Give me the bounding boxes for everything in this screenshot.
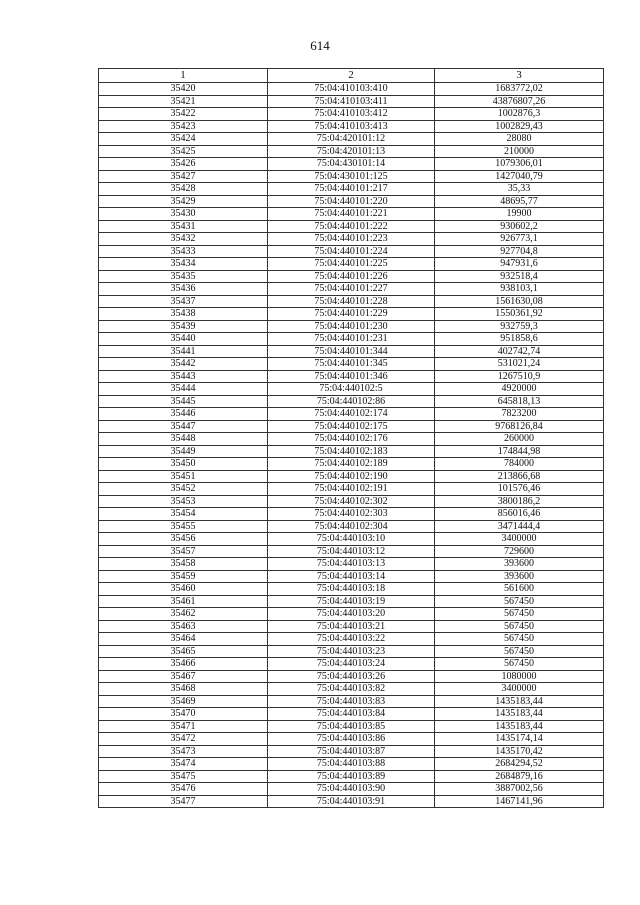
cadastral-number-cell: 75:04:440103:89 bbox=[268, 770, 435, 783]
value-cell: 1561630,08 bbox=[435, 295, 604, 308]
table-row bbox=[99, 295, 604, 308]
table-row bbox=[99, 520, 604, 533]
value-cell: 938103,1 bbox=[435, 283, 604, 296]
row-number-cell: 35438 bbox=[99, 308, 268, 321]
table-row bbox=[99, 595, 604, 608]
row-number-cell: 35456 bbox=[99, 533, 268, 546]
row-number-cell: 35436 bbox=[99, 283, 268, 296]
row-number-cell: 35469 bbox=[99, 695, 268, 708]
value-cell: 43876807,26 bbox=[435, 95, 604, 108]
table-row bbox=[99, 545, 604, 558]
value-cell: 567450 bbox=[435, 595, 604, 608]
value-cell: 1002876,3 bbox=[435, 108, 604, 121]
table-row bbox=[99, 633, 604, 646]
cadastral-number-cell: 75:04:440103:10 bbox=[268, 533, 435, 546]
value-cell: 3887002,56 bbox=[435, 783, 604, 796]
row-number-cell: 35443 bbox=[99, 370, 268, 383]
table-row bbox=[99, 370, 604, 383]
value-cell: 927704,8 bbox=[435, 245, 604, 258]
cadastral-number-cell: 75:04:440103:82 bbox=[268, 683, 435, 696]
page-number: 614 bbox=[310, 38, 330, 53]
value-cell: 951858,6 bbox=[435, 333, 604, 346]
cadastral-number-cell: 75:04:440102:302 bbox=[268, 495, 435, 508]
row-number-cell: 35453 bbox=[99, 495, 268, 508]
cadastral-number-cell: 75:04:440101:226 bbox=[268, 270, 435, 283]
cadastral-number-cell: 75:04:440101:229 bbox=[268, 308, 435, 321]
row-number-cell: 35434 bbox=[99, 258, 268, 271]
value-cell: 561600 bbox=[435, 583, 604, 596]
value-cell: 260000 bbox=[435, 433, 604, 446]
table-row bbox=[99, 558, 604, 571]
table-row bbox=[99, 283, 604, 296]
row-number-cell: 35449 bbox=[99, 445, 268, 458]
table-row bbox=[99, 270, 604, 283]
cadastral-number-cell: 75:04:440102:189 bbox=[268, 458, 435, 471]
cadastral-number-cell: 75:04:410103:411 bbox=[268, 95, 435, 108]
cadastral-number-cell: 75:04:440103:18 bbox=[268, 583, 435, 596]
cadastral-number-cell: 75:04:410103:413 bbox=[268, 120, 435, 133]
value-cell: 567450 bbox=[435, 633, 604, 646]
cadastral-number-cell: 75:04:440103:90 bbox=[268, 783, 435, 796]
cadastral-number-cell: 75:04:440103:26 bbox=[268, 670, 435, 683]
row-number-cell: 35447 bbox=[99, 420, 268, 433]
value-cell: 393600 bbox=[435, 570, 604, 583]
value-cell: 1550361,92 bbox=[435, 308, 604, 321]
row-number-cell: 35437 bbox=[99, 295, 268, 308]
row-number-cell: 35477 bbox=[99, 795, 268, 808]
row-number-cell: 35446 bbox=[99, 408, 268, 421]
value-cell: 645818,13 bbox=[435, 395, 604, 408]
value-cell: 947931,6 bbox=[435, 258, 604, 271]
row-number-cell: 35428 bbox=[99, 183, 268, 196]
cadastral-number-cell: 75:04:440103:23 bbox=[268, 645, 435, 658]
value-cell: 784000 bbox=[435, 458, 604, 471]
data-table bbox=[98, 68, 604, 808]
value-cell: 1002829,43 bbox=[435, 120, 604, 133]
row-number-cell: 35442 bbox=[99, 358, 268, 371]
value-cell: 1080000 bbox=[435, 670, 604, 683]
row-number-cell: 35423 bbox=[99, 120, 268, 133]
row-number-cell: 35452 bbox=[99, 483, 268, 496]
table-row bbox=[99, 358, 604, 371]
row-number-cell: 35450 bbox=[99, 458, 268, 471]
table-row bbox=[99, 570, 604, 583]
row-number-cell: 35427 bbox=[99, 170, 268, 183]
cadastral-number-cell: 75:04:440101:217 bbox=[268, 183, 435, 196]
table-row bbox=[99, 495, 604, 508]
cadastral-number-cell: 75:04:440101:225 bbox=[268, 258, 435, 271]
row-number-cell: 35432 bbox=[99, 233, 268, 246]
table-row bbox=[99, 670, 604, 683]
value-cell: 930602,2 bbox=[435, 220, 604, 233]
row-number-cell: 35440 bbox=[99, 333, 268, 346]
row-number-cell: 35463 bbox=[99, 620, 268, 633]
row-number-cell: 35420 bbox=[99, 83, 268, 96]
row-number-cell: 35448 bbox=[99, 433, 268, 446]
table-row bbox=[99, 183, 604, 196]
table-row bbox=[99, 83, 604, 96]
table-row bbox=[99, 695, 604, 708]
cadastral-number-cell: 75:04:440102:175 bbox=[268, 420, 435, 433]
cadastral-number-cell: 75:04:440103:22 bbox=[268, 633, 435, 646]
row-number-cell: 35429 bbox=[99, 195, 268, 208]
cadastral-number-cell: 75:04:440102:176 bbox=[268, 433, 435, 446]
row-number-cell: 35439 bbox=[99, 320, 268, 333]
value-cell: 856016,46 bbox=[435, 508, 604, 521]
row-number-cell: 35475 bbox=[99, 770, 268, 783]
cadastral-number-cell: 75:04:440103:12 bbox=[268, 545, 435, 558]
cadastral-number-cell: 75:04:440101:345 bbox=[268, 358, 435, 371]
cadastral-number-cell: 75:04:440103:20 bbox=[268, 608, 435, 621]
cadastral-number-cell: 75:04:440101:228 bbox=[268, 295, 435, 308]
cadastral-number-cell: 75:04:440101:220 bbox=[268, 195, 435, 208]
cadastral-number-cell: 75:04:410103:412 bbox=[268, 108, 435, 121]
table-row bbox=[99, 470, 604, 483]
cadastral-number-cell: 75:04:440101:221 bbox=[268, 208, 435, 221]
table-row bbox=[99, 408, 604, 421]
table-row bbox=[99, 658, 604, 671]
table-row bbox=[99, 333, 604, 346]
table-row bbox=[99, 308, 604, 321]
table-row bbox=[99, 770, 604, 783]
row-number-cell: 35421 bbox=[99, 95, 268, 108]
value-cell: 567450 bbox=[435, 658, 604, 671]
cadastral-number-cell: 75:04:440101:224 bbox=[268, 245, 435, 258]
value-cell: 1435170,42 bbox=[435, 745, 604, 758]
value-cell: 19900 bbox=[435, 208, 604, 221]
table-row bbox=[99, 620, 604, 633]
value-cell: 1079306,01 bbox=[435, 158, 604, 171]
value-cell: 393600 bbox=[435, 558, 604, 571]
row-number-cell: 35444 bbox=[99, 383, 268, 396]
table-row bbox=[99, 145, 604, 158]
table-row bbox=[99, 170, 604, 183]
cadastral-number-cell: 75:04:440102:191 bbox=[268, 483, 435, 496]
value-cell: 2684294,52 bbox=[435, 758, 604, 771]
cadastral-number-cell: 75:04:440103:83 bbox=[268, 695, 435, 708]
row-number-cell: 35431 bbox=[99, 220, 268, 233]
table-row bbox=[99, 783, 604, 796]
cadastral-number-cell: 75:04:440102:5 bbox=[268, 383, 435, 396]
table-row bbox=[99, 95, 604, 108]
value-cell: 3471444,4 bbox=[435, 520, 604, 533]
row-number-cell: 35458 bbox=[99, 558, 268, 571]
row-number-cell: 35451 bbox=[99, 470, 268, 483]
table-row bbox=[99, 233, 604, 246]
row-number-cell: 35425 bbox=[99, 145, 268, 158]
row-number-cell: 35460 bbox=[99, 583, 268, 596]
table-row bbox=[99, 320, 604, 333]
table-row bbox=[99, 383, 604, 396]
table-row bbox=[99, 533, 604, 546]
value-cell: 2684879,16 bbox=[435, 770, 604, 783]
value-cell: 213866,68 bbox=[435, 470, 604, 483]
value-cell: 4920000 bbox=[435, 383, 604, 396]
row-number-cell: 35430 bbox=[99, 208, 268, 221]
cadastral-number-cell: 75:04:440103:19 bbox=[268, 595, 435, 608]
value-cell: 1435183,44 bbox=[435, 695, 604, 708]
value-cell: 1435183,44 bbox=[435, 708, 604, 721]
cadastral-number-cell: 75:04:440103:13 bbox=[268, 558, 435, 571]
row-number-cell: 35433 bbox=[99, 245, 268, 258]
value-cell: 210000 bbox=[435, 145, 604, 158]
cadastral-number-cell: 75:04:440102:174 bbox=[268, 408, 435, 421]
value-cell: 402742,74 bbox=[435, 345, 604, 358]
row-number-cell: 35465 bbox=[99, 645, 268, 658]
row-number-cell: 35461 bbox=[99, 595, 268, 608]
cadastral-number-cell: 75:04:440103:85 bbox=[268, 720, 435, 733]
column-header-2: 2 bbox=[268, 69, 435, 83]
table-row bbox=[99, 433, 604, 446]
row-number-cell: 35471 bbox=[99, 720, 268, 733]
row-number-cell: 35457 bbox=[99, 545, 268, 558]
table-row bbox=[99, 720, 604, 733]
value-cell: 9768126,84 bbox=[435, 420, 604, 433]
row-number-cell: 35422 bbox=[99, 108, 268, 121]
table-row bbox=[99, 220, 604, 233]
cadastral-number-cell: 75:04:440102:183 bbox=[268, 445, 435, 458]
row-number-cell: 35435 bbox=[99, 270, 268, 283]
cadastral-number-cell: 75:04:440102:303 bbox=[268, 508, 435, 521]
cadastral-number-cell: 75:04:420101:12 bbox=[268, 133, 435, 146]
cadastral-number-cell: 75:04:440103:86 bbox=[268, 733, 435, 746]
value-cell: 48695,77 bbox=[435, 195, 604, 208]
value-cell: 932759,3 bbox=[435, 320, 604, 333]
cadastral-number-cell: 75:04:440101:230 bbox=[268, 320, 435, 333]
value-cell: 729600 bbox=[435, 545, 604, 558]
value-cell: 1267510,9 bbox=[435, 370, 604, 383]
row-number-cell: 35476 bbox=[99, 783, 268, 796]
value-cell: 174844,98 bbox=[435, 445, 604, 458]
row-number-cell: 35424 bbox=[99, 133, 268, 146]
value-cell: 567450 bbox=[435, 645, 604, 658]
row-number-cell: 35472 bbox=[99, 733, 268, 746]
cadastral-number-cell: 75:04:440103:14 bbox=[268, 570, 435, 583]
cadastral-number-cell: 75:04:440101:223 bbox=[268, 233, 435, 246]
row-number-cell: 35468 bbox=[99, 683, 268, 696]
cadastral-number-cell: 75:04:440103:24 bbox=[268, 658, 435, 671]
cadastral-number-cell: 75:04:420101:13 bbox=[268, 145, 435, 158]
cadastral-number-cell: 75:04:430101:14 bbox=[268, 158, 435, 171]
cadastral-number-cell: 75:04:440101:346 bbox=[268, 370, 435, 383]
cadastral-number-cell: 75:04:440102:190 bbox=[268, 470, 435, 483]
value-cell: 932518,4 bbox=[435, 270, 604, 283]
row-number-cell: 35445 bbox=[99, 395, 268, 408]
value-cell: 7823200 bbox=[435, 408, 604, 421]
row-number-cell: 35474 bbox=[99, 758, 268, 771]
value-cell: 1435183,44 bbox=[435, 720, 604, 733]
table-row bbox=[99, 133, 604, 146]
cadastral-number-cell: 75:04:410103:410 bbox=[268, 83, 435, 96]
cadastral-number-cell: 75:04:440103:21 bbox=[268, 620, 435, 633]
table-row bbox=[99, 245, 604, 258]
cadastral-number-cell: 75:04:440103:88 bbox=[268, 758, 435, 771]
table-row bbox=[99, 758, 604, 771]
cadastral-number-cell: 75:04:440101:344 bbox=[268, 345, 435, 358]
value-cell: 926773,1 bbox=[435, 233, 604, 246]
cadastral-number-cell: 75:04:440103:91 bbox=[268, 795, 435, 808]
row-number-cell: 35466 bbox=[99, 658, 268, 671]
table-header-row bbox=[99, 69, 604, 83]
value-cell: 567450 bbox=[435, 608, 604, 621]
table-row bbox=[99, 445, 604, 458]
value-cell: 101576,46 bbox=[435, 483, 604, 496]
value-cell: 1435174,14 bbox=[435, 733, 604, 746]
cadastral-number-cell: 75:04:440103:84 bbox=[268, 708, 435, 721]
value-cell: 1467141,96 bbox=[435, 795, 604, 808]
table-row bbox=[99, 345, 604, 358]
table-row bbox=[99, 708, 604, 721]
row-number-cell: 35426 bbox=[99, 158, 268, 171]
cadastral-number-cell: 75:04:440101:227 bbox=[268, 283, 435, 296]
table-row bbox=[99, 608, 604, 621]
value-cell: 3400000 bbox=[435, 683, 604, 696]
table-row bbox=[99, 795, 604, 808]
table-row bbox=[99, 745, 604, 758]
cadastral-number-cell: 75:04:440101:222 bbox=[268, 220, 435, 233]
table-row bbox=[99, 195, 604, 208]
cadastral-number-cell: 75:04:440101:231 bbox=[268, 333, 435, 346]
value-cell: 1427040,79 bbox=[435, 170, 604, 183]
column-header-1: 1 bbox=[99, 69, 268, 83]
table-row bbox=[99, 420, 604, 433]
value-cell: 567450 bbox=[435, 620, 604, 633]
row-number-cell: 35454 bbox=[99, 508, 268, 521]
value-cell: 531021,24 bbox=[435, 358, 604, 371]
value-cell: 1683772,02 bbox=[435, 83, 604, 96]
table-row bbox=[99, 733, 604, 746]
table-row bbox=[99, 258, 604, 271]
table-row bbox=[99, 158, 604, 171]
cadastral-number-cell: 75:04:440102:304 bbox=[268, 520, 435, 533]
cadastral-number-cell: 75:04:430101:125 bbox=[268, 170, 435, 183]
table-row bbox=[99, 458, 604, 471]
table-row bbox=[99, 508, 604, 521]
table-row bbox=[99, 683, 604, 696]
value-cell: 3800186,2 bbox=[435, 495, 604, 508]
cadastral-number-cell: 75:04:440103:87 bbox=[268, 745, 435, 758]
row-number-cell: 35467 bbox=[99, 670, 268, 683]
row-number-cell: 35470 bbox=[99, 708, 268, 721]
column-header-3: 3 bbox=[435, 69, 604, 83]
table-row bbox=[99, 483, 604, 496]
value-cell: 28080 bbox=[435, 133, 604, 146]
table-row bbox=[99, 645, 604, 658]
value-cell: 35,33 bbox=[435, 183, 604, 196]
value-cell: 3400000 bbox=[435, 533, 604, 546]
table-row bbox=[99, 395, 604, 408]
row-number-cell: 35459 bbox=[99, 570, 268, 583]
row-number-cell: 35464 bbox=[99, 633, 268, 646]
row-number-cell: 35455 bbox=[99, 520, 268, 533]
table-row bbox=[99, 120, 604, 133]
row-number-cell: 35462 bbox=[99, 608, 268, 621]
table-row bbox=[99, 208, 604, 221]
table-row bbox=[99, 583, 604, 596]
cadastral-number-cell: 75:04:440102:86 bbox=[268, 395, 435, 408]
row-number-cell: 35473 bbox=[99, 745, 268, 758]
table-row bbox=[99, 108, 604, 121]
row-number-cell: 35441 bbox=[99, 345, 268, 358]
